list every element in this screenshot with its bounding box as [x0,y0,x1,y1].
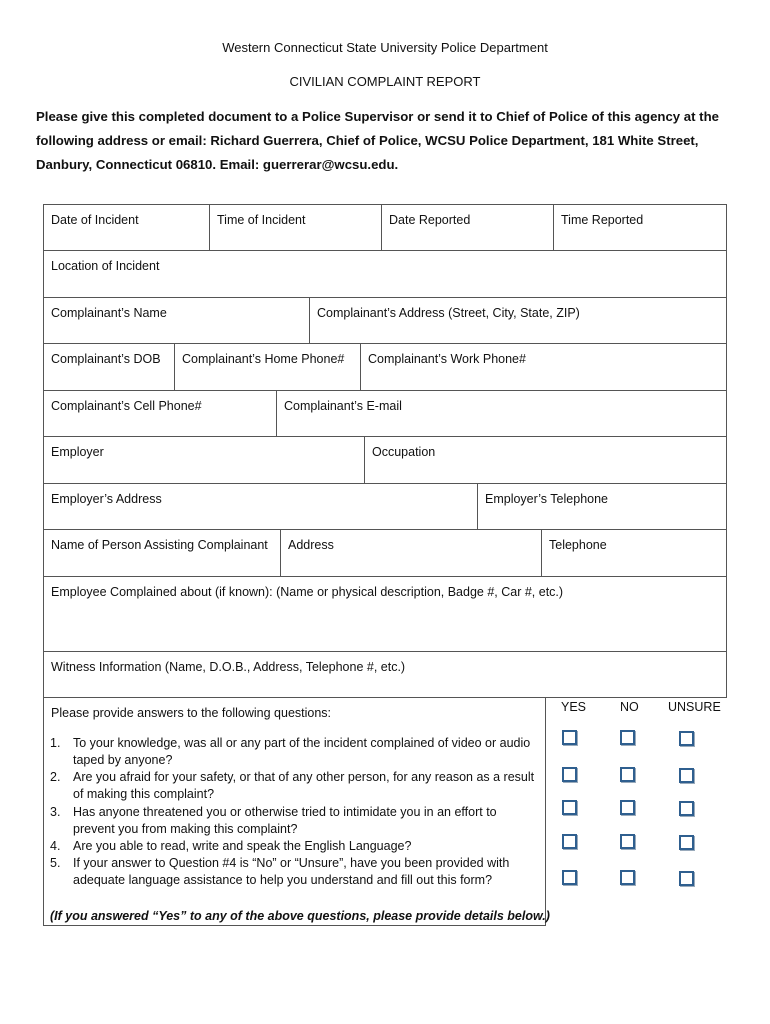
question-5 [50,855,535,889]
assisting-telephone-label: Telephone [549,538,607,552]
department-heading: Western Connecticut State University Police Department [222,40,548,55]
complainant-address-field[interactable] [309,297,727,344]
question-2-text: Are you afraid for your safety, or that of any other person, for any reason as a result of making this complaint? [73,770,535,801]
question-4 [50,838,535,855]
question-1 [50,735,535,769]
q4-yes-checkbox[interactable] [562,834,577,849]
time-reported-label: Time Reported [561,213,644,227]
occupation-field[interactable] [364,436,727,484]
employer-label: Employer [51,445,104,459]
question-3-number: 3. [50,805,61,819]
q1-no-checkbox[interactable] [620,730,635,745]
occupation-label: Occupation [372,445,436,459]
complainant-email-label: Complainant’s E-mail [284,399,402,413]
date-reported-field[interactable] [381,204,554,251]
q1-unsure-checkbox[interactable] [679,731,694,746]
q5-yes-checkbox[interactable] [562,870,577,885]
complainant-work-phone-field[interactable] [360,343,727,391]
q2-yes-checkbox[interactable] [562,767,577,782]
location-of-incident-label: Location of Incident [51,259,160,273]
employee-complained-about-label: Employee Complained about (if known): (Name or physical description, Badge #, Car #, etc.) [51,585,564,599]
q4-no-checkbox[interactable] [620,834,635,849]
complainant-address-label: Complainant’s Address (Street, City, State, ZIP) [317,306,580,320]
q3-no-checkbox[interactable] [620,800,635,815]
witness-information-label: Witness Information (Name, D.O.B., Address, Telephone #, etc.) [51,660,406,674]
complainant-email-field[interactable] [276,390,727,437]
q1-yes-checkbox[interactable] [562,730,577,745]
question-4-number: 4. [50,839,61,853]
yes-column-header: YES [561,700,587,714]
time-of-incident-label: Time of Incident [217,213,306,227]
instructions-line-1: Please give this completed document to a Police Supervisor or send it to Chief of Police of this agency at the [36,109,719,124]
question-4-text: Are you able to read, write and speak the English Language? [73,839,412,853]
questions-prompt: Please provide answers to the following questions: [51,706,332,720]
question-1-number: 1. [50,736,61,750]
complainant-dob-field[interactable] [43,343,175,391]
assisting-person-name-field[interactable] [43,529,281,577]
question-3-text: Has anyone threatened you or otherwise tried to intimidate you in an effort to prevent you from making this complaint? [73,805,497,836]
employer-address-field[interactable] [43,483,478,530]
question-5-text: If your answer to Question #4 is “No” or “Unsure”, have you been provided with adequate language assistance to help you understand and fill out this form? [73,856,510,887]
employer-telephone-label: Employer’s Telephone [485,492,608,506]
no-column-header: NO [620,700,639,714]
assisting-address-field[interactable] [280,529,542,577]
assisting-address-label: Address [288,538,334,552]
location-of-incident-field[interactable] [43,250,727,298]
witness-information-field[interactable] [43,651,727,698]
complainant-dob-label: Complainant’s DOB [51,352,161,366]
complainant-name-label: Complainant’s Name [51,306,167,320]
instructions-line-2: following address or email: Richard Guerrera, Chief of Police, WCSU Police Department, 181 White Street, [36,133,699,148]
question-3 [50,804,535,838]
employee-complained-about-field[interactable] [43,576,727,652]
complainant-cell-phone-field[interactable] [43,390,277,437]
complainant-cell-phone-label: Complainant’s Cell Phone# [51,399,202,413]
q5-no-checkbox[interactable] [620,870,635,885]
complainant-name-field[interactable] [43,297,310,344]
form-title: CIVILIAN COMPLAINT REPORT [289,74,481,89]
unsure-column-header: UNSURE [668,700,721,714]
question-2 [50,769,535,803]
complainant-home-phone-field[interactable] [174,343,361,391]
q5-unsure-checkbox[interactable] [679,871,694,886]
instructions-paragraph [36,105,726,177]
date-of-incident-field[interactable] [43,204,210,251]
complainant-home-phone-label: Complainant’s Home Phone# [182,352,345,366]
q2-no-checkbox[interactable] [620,767,635,782]
q4-unsure-checkbox[interactable] [679,835,694,850]
q3-unsure-checkbox[interactable] [679,801,694,816]
date-reported-label: Date Reported [389,213,471,227]
employer-telephone-field[interactable] [477,483,727,530]
question-1-text: To your knowledge, was all or any part of the incident complained of video or audio taped by anyone? [73,736,531,767]
complainant-work-phone-label: Complainant’s Work Phone# [368,352,526,366]
date-of-incident-label: Date of Incident [51,213,139,227]
time-reported-field[interactable] [553,204,727,251]
employer-address-label: Employer’s Address [51,492,162,506]
assisting-telephone-field[interactable] [541,529,727,577]
question-5-number: 5. [50,856,61,870]
q2-unsure-checkbox[interactable] [679,768,694,783]
employer-field[interactable] [43,436,365,484]
assisting-person-name-label: Name of Person Assisting Complainant [51,538,268,552]
details-note: (If you answered “Yes” to any of the above questions, please provide details below.) [50,909,550,923]
time-of-incident-field[interactable] [209,204,382,251]
instructions-line-3: Danbury, Connecticut 06810. Email: guerrerar@wcsu.edu. [36,157,399,172]
question-2-number: 2. [50,770,61,784]
q3-yes-checkbox[interactable] [562,800,577,815]
